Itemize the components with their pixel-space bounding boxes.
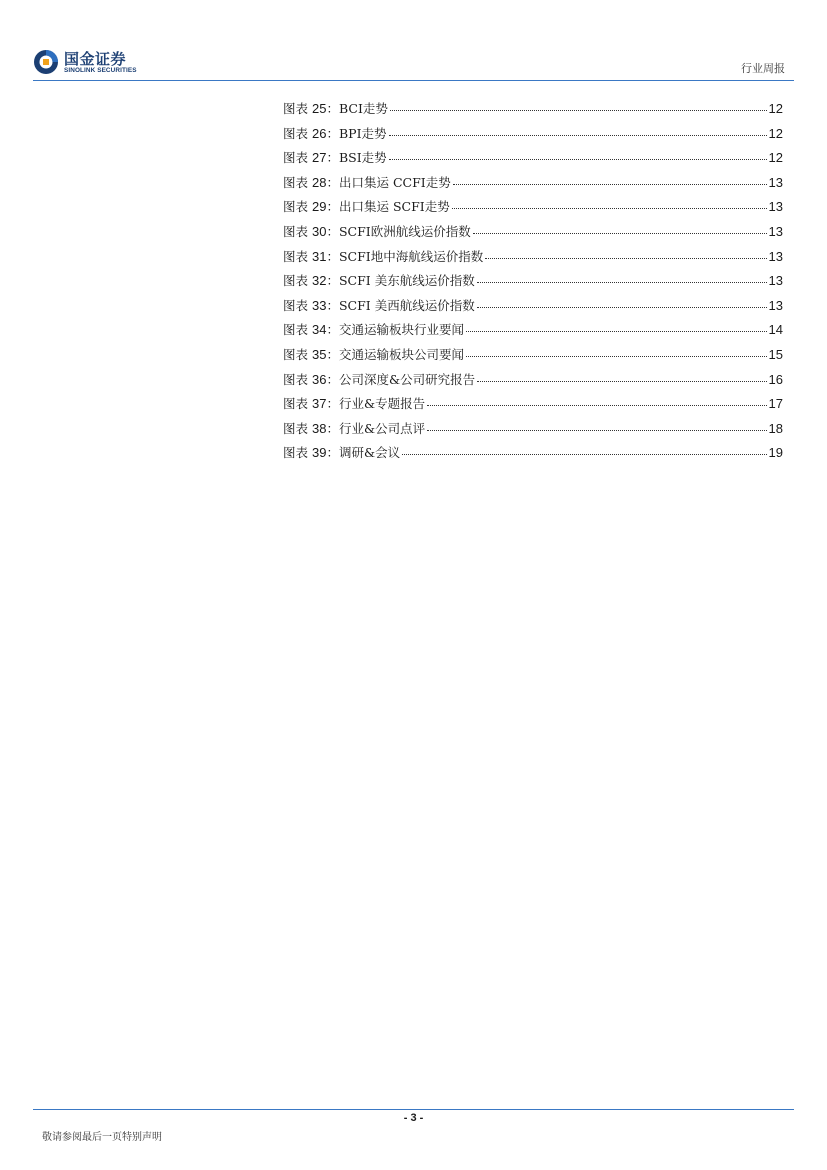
toc-entry-prefix: 图表 [283,396,309,412]
toc-entry-title: 出口集运 SCFI走势 [338,199,450,215]
toc-leader-dots [453,183,767,185]
toc-entry-number: 35 [312,346,327,362]
toc-entry[interactable] [283,222,783,247]
toc-entry-title: BCI走势 [338,101,388,116]
toc-entry-page: 13 [768,223,783,239]
toc-entry-prefix: 图表 [283,297,309,313]
toc-entry-number: 36 [312,371,327,387]
toc-leader-dots [466,355,767,357]
toc-entry-number: 30 [312,223,327,239]
toc-entry-prefix: 图表 [283,371,309,387]
toc-entry-label: 图表 33：SCFI 美西航线运价指数 [283,297,475,313]
toc-entry-number: 34 [312,322,327,338]
toc-entry-prefix: 图表 [283,199,309,215]
toc-leader-dots [466,330,767,332]
toc-entry-page: 13 [768,199,783,215]
toc-entry-label: 图表 30：SCFI欧洲航线运价指数 [283,223,471,239]
toc-entry-title: 公司深度&公司研究报告 [338,371,476,387]
toc-entry[interactable] [283,247,783,272]
toc-leader-dots [485,257,766,259]
sinolink-logo-icon [33,49,59,75]
logo-english-name: SINOLINK SECURITIES [64,67,137,74]
toc-entry-page: 12 [768,125,783,141]
toc-leader-dots [389,134,767,136]
toc-leader-dots [427,429,766,431]
toc-entry-label: 图表 39：调研&会议 [283,445,401,461]
toc-entry-label: 图表 25：BCI走势 [283,101,388,116]
toc-entry-page: 12 [768,101,783,116]
toc-entry-number: 27 [312,150,327,166]
toc-leader-dots [390,109,767,111]
toc-leader-dots [477,306,767,308]
toc-entry-prefix: 图表 [283,223,309,239]
toc-entry-label: 图表 36：公司深度&公司研究报告 [283,371,476,387]
toc-entry-label: 图表 32：SCFI 美东航线运价指数 [283,273,475,289]
toc-entry[interactable] [283,148,783,173]
toc-entry-title: 交通运输板块公司要闻 [338,346,464,362]
toc-entry-label: 图表 35：交通运输板块公司要闻 [283,346,464,362]
toc-entry[interactable] [283,197,783,222]
toc-entry-page: 12 [768,150,783,166]
toc-entry[interactable] [283,271,783,296]
toc-entry-title: 交通运输板块行业要闻 [338,322,464,338]
toc-entry[interactable] [283,296,783,321]
toc-entry-title: 调研&会议 [338,445,401,461]
report-type: 行业周报 [741,62,785,75]
toc-entry-page: 13 [768,297,783,313]
toc-entry-label: 图表 29：出口集运 SCFI走势 [283,199,450,215]
toc-entry-prefix: 图表 [283,125,309,141]
toc-entry-number: 39 [312,445,327,461]
toc-entry-page: 17 [768,396,783,412]
toc-entry[interactable] [283,124,783,149]
toc-entry-prefix: 图表 [283,420,309,436]
toc-entry-prefix: 图表 [283,322,309,338]
toc-entry[interactable] [283,394,783,419]
toc-entry-label: 图表 31：SCFI地中海航线运价指数 [283,248,484,264]
disclaimer-text: 敬请参阅最后一页特别声明 [42,1132,162,1143]
toc-entry-number: 38 [312,420,327,436]
toc-entry-page: 16 [768,371,783,387]
toc-entry-page: 13 [768,273,783,289]
toc-entry-prefix: 图表 [283,150,309,166]
toc-entry-title: BPI走势 [338,125,387,141]
toc-entry-prefix: 图表 [283,273,309,289]
toc-entry-prefix: 图表 [283,445,309,461]
toc-entry-title: SCFI地中海航线运价指数 [338,248,484,264]
toc-entry-title: BSI走势 [338,150,387,166]
toc-leader-dots [402,453,766,455]
toc-entry[interactable] [283,419,783,444]
footer-divider [33,1109,794,1110]
toc-leader-dots [389,158,767,160]
toc-entry-prefix: 图表 [283,174,309,190]
toc-entry-label: 图表 28：出口集运 CCFI走势 [283,174,451,190]
toc-entry-title: 行业&公司点评 [338,420,426,436]
toc-entry-label: 图表 38：行业&公司点评 [283,420,426,436]
page-number: - 3 - [403,1112,424,1124]
company-logo [33,47,153,77]
toc-entry[interactable] [283,345,783,370]
toc-entry-label: 图表 34：交通运输板块行业要闻 [283,322,464,338]
logo-chinese-name: 国金证券 [64,50,127,68]
toc-entry-title: 出口集运 CCFI走势 [338,174,451,190]
toc-entry-label: 图表 26：BPI走势 [283,125,387,141]
toc-leader-dots [452,207,767,209]
toc-entry-title: SCFI 美西航线运价指数 [338,297,475,313]
toc-entry-number: 26 [312,125,327,141]
toc-entry-number: 37 [312,396,327,412]
toc-entry-page: 15 [768,346,783,362]
toc-entry-number: 28 [312,174,327,190]
toc-leader-dots [477,380,766,382]
header-divider [33,80,794,81]
toc-entry-number: 32 [312,273,327,289]
toc-entry-page: 13 [768,248,783,264]
toc-entry[interactable] [283,99,783,124]
toc-entry[interactable] [283,370,783,395]
figure-table-of-contents [283,99,783,468]
toc-entry-label: 图表 27：BSI走势 [283,150,387,166]
toc-entry-number: 31 [312,248,327,264]
toc-leader-dots [427,404,766,406]
toc-entry-number: 33 [312,297,327,313]
toc-entry-title: SCFI欧洲航线运价指数 [338,223,471,239]
toc-entry[interactable] [283,443,783,468]
toc-leader-dots [477,281,767,283]
toc-entry-title: 行业&专题报告 [338,396,426,412]
toc-entry[interactable] [283,320,783,345]
toc-entry-number: 29 [312,199,327,215]
toc-entry[interactable] [283,173,783,198]
toc-entry-page: 13 [768,174,783,190]
toc-entry-number: 25 [312,101,327,116]
toc-entry-page: 18 [768,420,783,436]
toc-entry-prefix: 图表 [283,101,309,116]
toc-entry-prefix: 图表 [283,248,309,264]
toc-entry-label: 图表 37：行业&专题报告 [283,396,426,412]
toc-entry-prefix: 图表 [283,346,309,362]
toc-leader-dots [473,232,767,234]
toc-entry-page: 19 [768,445,783,461]
toc-entry-page: 14 [768,322,783,338]
toc-entry-title: SCFI 美东航线运价指数 [338,273,475,289]
